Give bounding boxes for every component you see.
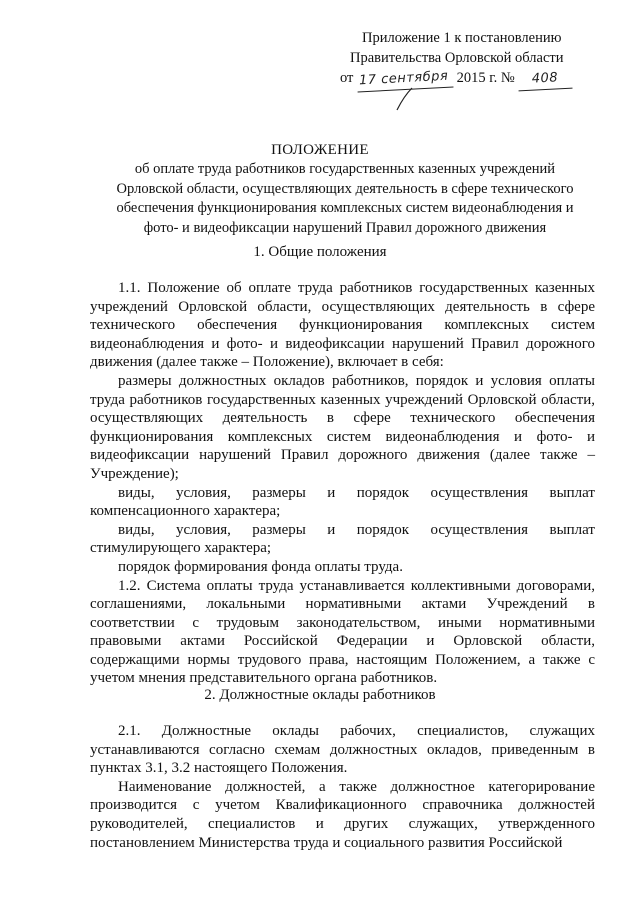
annex-date-line [340,68,600,90]
paragraph: виды, условия, размеры и порядок осуществления выплат стимулирующего характера; [90,521,595,557]
handwritten-number: 408 [518,68,573,92]
paragraph: 2.1. Должностные оклады рабочих, специалистов, служащих устанавливаются согласно схемам должностных окладов, приведенным в пунктах 3.1, 3.2 настоящего Положения. [90,723,595,777]
date-prefix: от [340,70,354,86]
section-1-heading: 1. Общие положения [253,244,387,260]
annex-line-1: Приложение 1 к постановлению [362,30,562,46]
paragraph: 1.2. Система оплаты труда устанавливается коллективными договорами, соглашениями, локальными нормативными актами Учреждений в соответствии с трудовым законодательством, иными нормативными правовыми актами Российской Федерации и Орловской области, содержащими нормы трудового права, настоящим Положением, а также с учетом мнения представительного органа работников. [90,577,595,687]
paragraph: Наименование должностей, а также должностное категорирование производится с учетом Квалификационного справочника должностей руководителей, специалистов и других служащих, утвержденного постановлением Министерства труда и социального развития Российской [90,778,595,851]
annex-header [340,28,600,90]
document-title: ПОЛОЖЕНИЕ [271,142,369,158]
section-2-heading: 2. Должностные оклады работников [204,687,436,703]
paragraph: виды, условия, размеры и порядок осуществления выплат компенсационного характера; [90,484,595,520]
document-subtitle: об оплате труда работников государственных казенных учреждений Орловской области, осуществляющих деятельность в сфере технического обеспечения функционирования комплексных систем видеонаблюдения и фото- и видеофиксации нарушений Правил дорожного движения [116,161,574,236]
paragraph: порядок формирования фонда оплаты труда. [118,558,403,575]
paragraph: размеры должностных окладов работников, порядок и условия оплаты труда работников государственных казенных учреждений Орловской области, осуществляющих деятельность в сфере технического обеспечения функционирования комплексных систем видеонаблюдения и фото- и видеофиксации нарушений Правил дорожного движения (далее также – Учреждение); [90,372,595,482]
section-2-body [90,722,595,852]
date-year: 2015 г. № [456,70,515,86]
pen-stroke-icon [394,86,416,112]
annex-line-2: Правительства Орловской области [350,50,564,66]
paragraph: 1.1. Положение об оплате труда работников государственных казенных учреждений Орловской области, осуществляющих деятельность в сфере технического обеспечения функционирования комплексных систем видеонаблюдения и фото- и видеофиксации нарушений Правил дорожного движения (далее также – Положение), включает в себя: [90,280,595,371]
section-1-body [90,279,595,688]
handwritten-date: 17 сентября [357,67,454,93]
